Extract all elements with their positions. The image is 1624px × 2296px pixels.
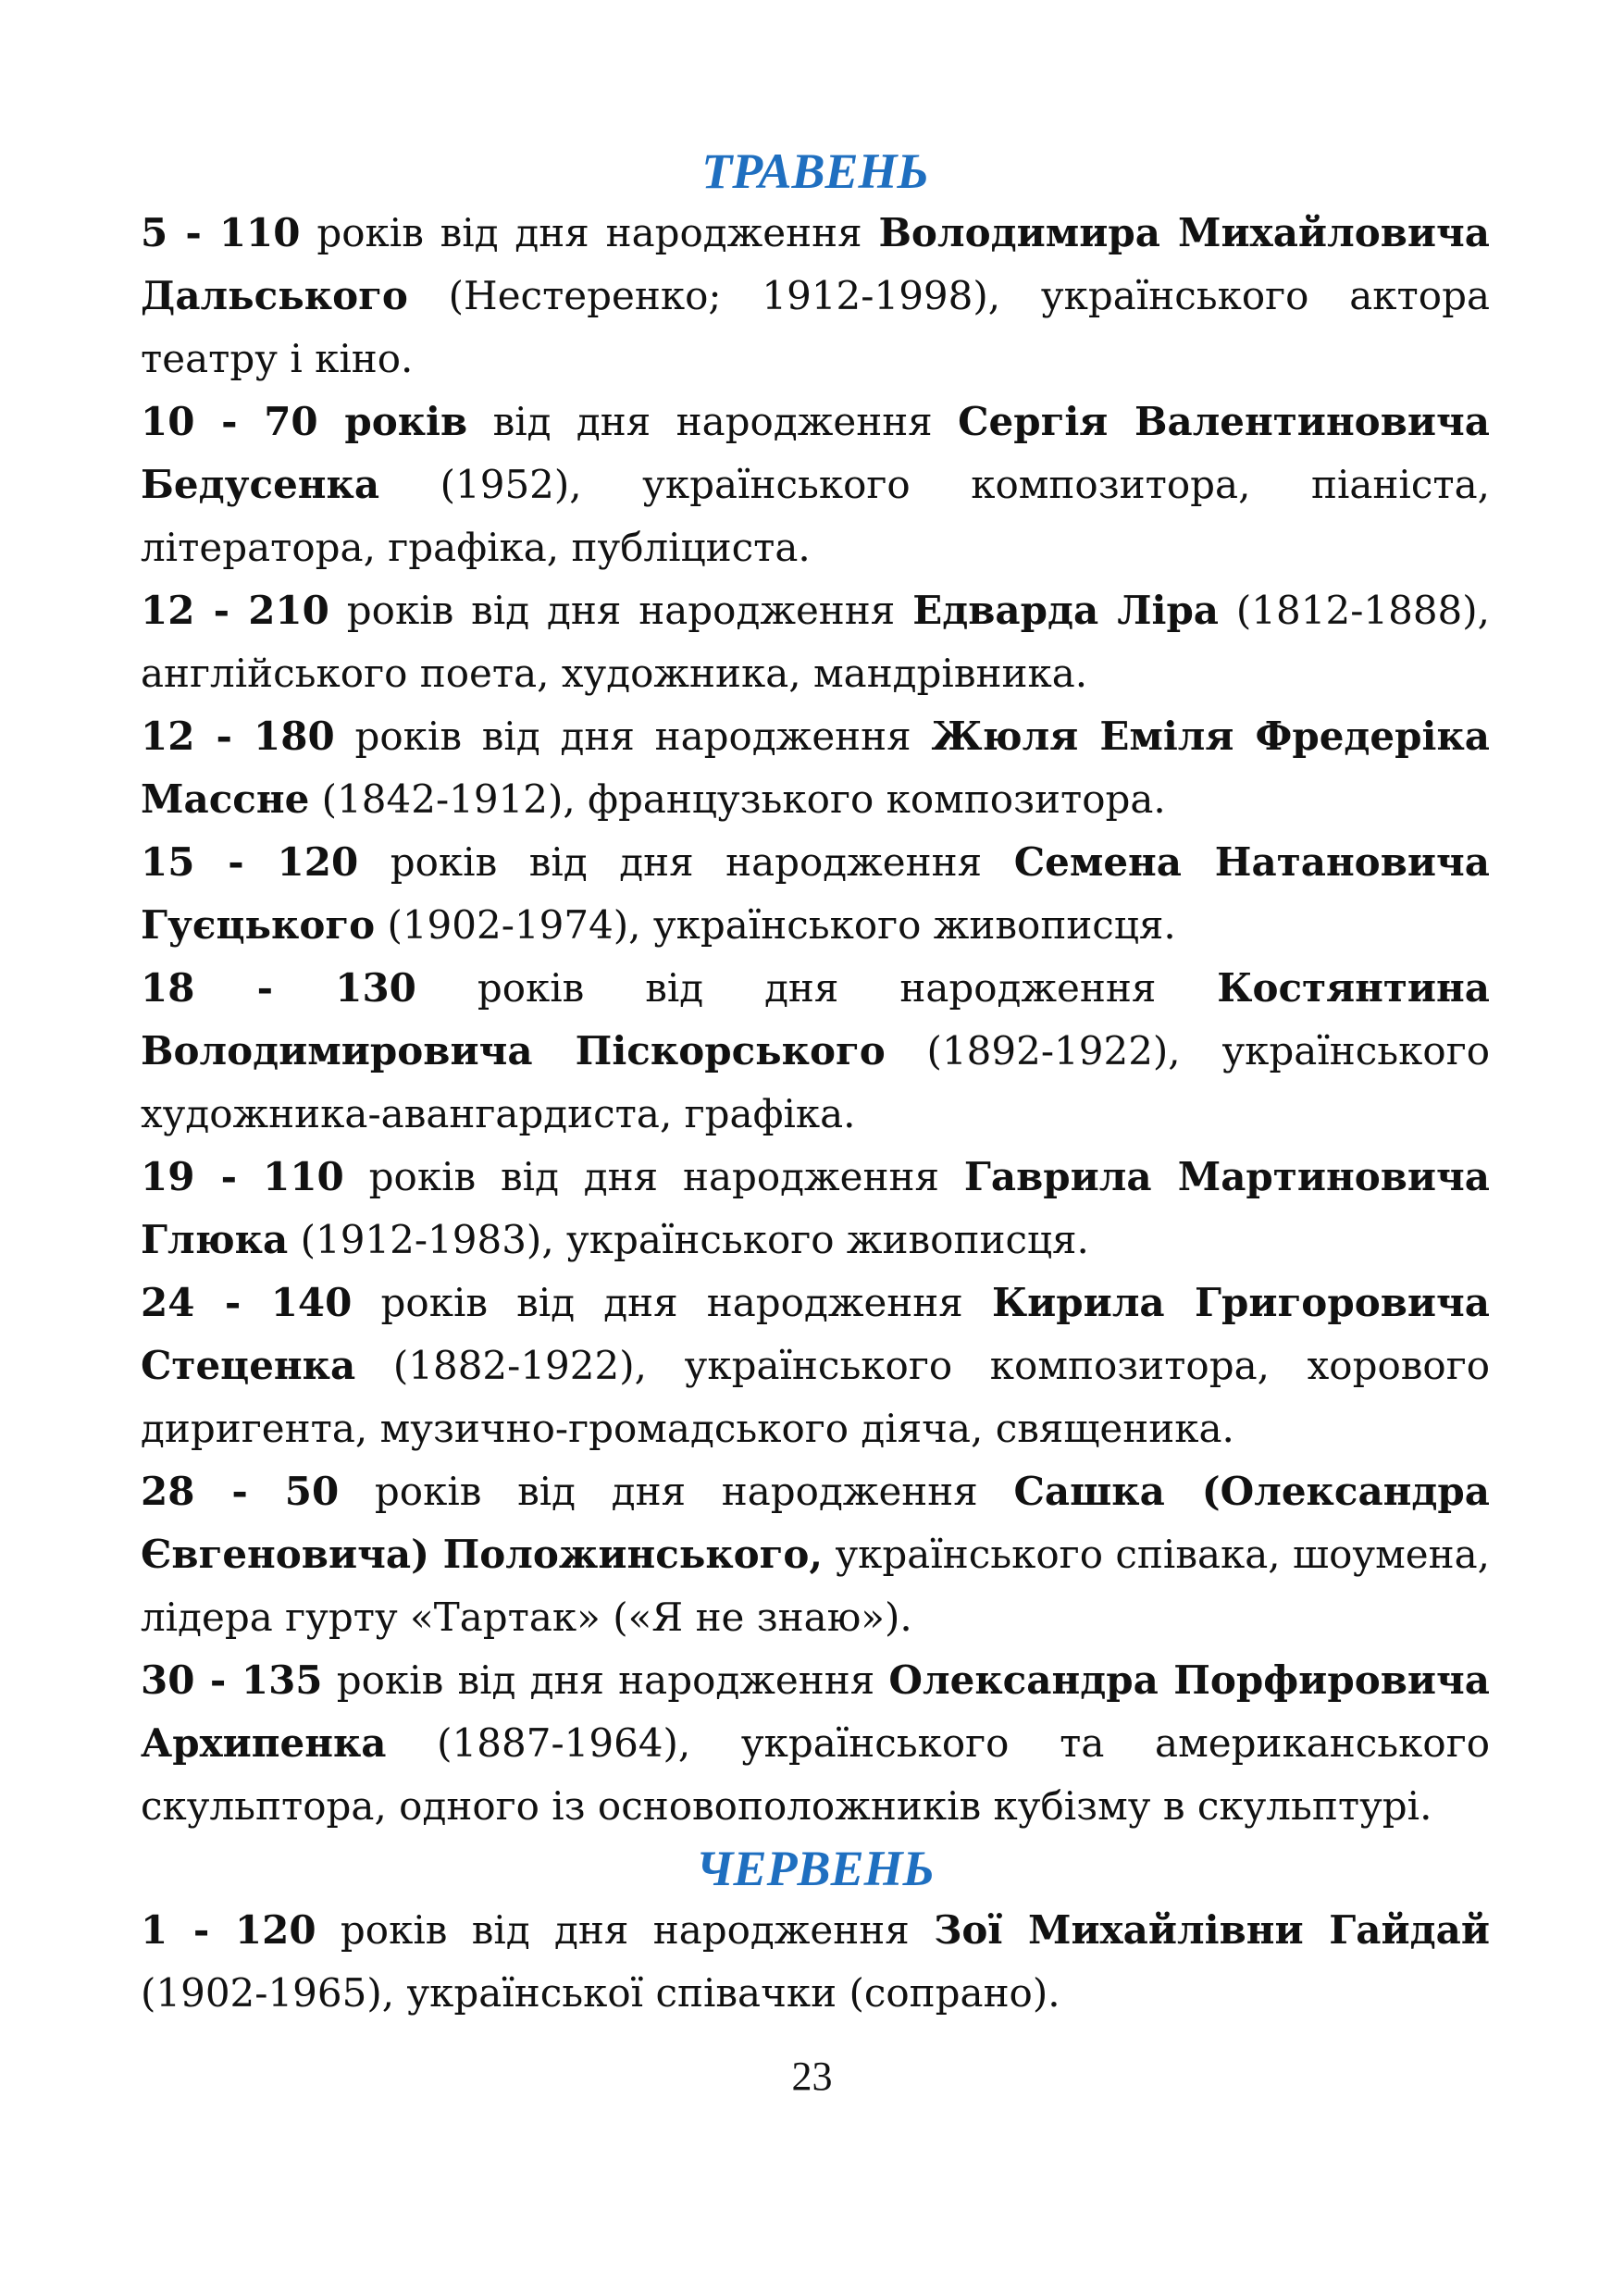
- entry-person-name: Едварда Ліра: [912, 588, 1220, 633]
- entry-description: (1952), українського композитора, піаніста, літератора, графіка, публіциста.: [141, 462, 1490, 570]
- entry-lead: років від дня народження: [352, 1280, 992, 1325]
- entry-description: (1812-1888), англійського поета, художника, мандрівника.: [141, 588, 1491, 696]
- entry-description: (1902-1965), української співачки (сопрано).: [141, 1970, 1060, 2016]
- anniversary-entry: [141, 1899, 1490, 2025]
- anniversary-entry: [141, 1146, 1490, 1272]
- entry-description: (1892-1922), українського художника-авангардиста, графіка.: [141, 1028, 1490, 1136]
- entry-lead: років від дня народження: [334, 714, 932, 759]
- month-heading: ТРАВЕНЬ: [701, 143, 929, 199]
- entry-lead: років від дня народження: [339, 1469, 1014, 1514]
- entry-description: (1882-1922), українського композитора, хорового диригента, музично-громадського діяча, священика.: [141, 1343, 1490, 1451]
- document-page: [141, 141, 1490, 2025]
- entry-date: 10 - 70 років: [141, 399, 468, 444]
- entry-date: 12 - 180: [141, 714, 335, 759]
- entry-description: (1902-1974), українського живописця.: [375, 902, 1176, 948]
- anniversary-entry: [141, 1460, 1490, 1649]
- entry-person-name: Гаврила Мартиновича Глюка: [141, 1154, 1491, 1262]
- entry-person-name: Кирила Григоровича Стеценка: [141, 1280, 1490, 1388]
- entry-description: (1842-1912), французького композитора.: [309, 776, 1166, 822]
- entry-date: 28 - 50: [141, 1469, 340, 1514]
- entry-person-name: Семена Натановича Гуєцького: [141, 839, 1490, 948]
- entry-person-name: Володимира Михайловича Дальського: [141, 210, 1490, 318]
- entry-person-name: Сергія Валентиновича Бедусенка: [141, 399, 1490, 507]
- entry-lead: років від дня народження: [300, 210, 879, 255]
- month-heading: ЧЕРВЕНЬ: [696, 1841, 935, 1896]
- anniversary-entry: [141, 579, 1490, 705]
- entry-lead: років від дня народження: [329, 588, 913, 633]
- entry-description: (1912-1983), українського живописця.: [288, 1217, 1089, 1262]
- anniversary-entry: [141, 1272, 1490, 1460]
- entry-person-name: Жюля Еміля Фредеріка Массне: [141, 714, 1490, 822]
- entry-date: 18 - 130: [141, 965, 416, 1011]
- anniversary-entry: [141, 391, 1490, 579]
- entry-lead: від дня народження: [467, 399, 959, 444]
- entry-date: 30 - 135: [141, 1657, 323, 1703]
- entry-date: 5 - 110: [141, 210, 301, 255]
- anniversary-entry: [141, 831, 1490, 957]
- entry-lead: років від дня народження: [358, 839, 1014, 885]
- entry-description: (Нестеренко; 1912-1998), українського актора театру і кіно.: [141, 273, 1490, 381]
- entry-lead: років від дня народження: [343, 1154, 964, 1199]
- entry-date: 12 - 210: [141, 588, 329, 633]
- entry-description: (1887-1964), українського та американського скульптора, одного із основоположників кубізму в скульптурі.: [141, 1720, 1490, 1829]
- anniversary-entry: [141, 202, 1490, 391]
- entry-person-name: Зої Михайлівни Гайдай: [934, 1907, 1490, 1953]
- entry-lead: років від дня народження: [322, 1657, 889, 1703]
- entry-person-name: Сашка (Олександра Євгеновича) Положинського,: [141, 1469, 1490, 1577]
- entry-person-name: Костянтина Володимировича Піскорського: [141, 965, 1490, 1074]
- entry-date: 15 - 120: [141, 839, 359, 885]
- entry-lead: років від дня народження: [415, 965, 1218, 1011]
- entry-date: 24 - 140: [141, 1280, 353, 1325]
- anniversary-entry: [141, 957, 1490, 1146]
- entry-date: 1 - 120: [141, 1907, 316, 1953]
- anniversary-entry: [141, 1649, 1490, 1838]
- entry-date: 19 - 110: [141, 1154, 344, 1199]
- entry-description: українського співака, шоумена, лідера гурту «Тартак» («Я не знаю»).: [141, 1532, 1490, 1640]
- entry-person-name: Олександра Порфировича Архипенка: [141, 1657, 1491, 1766]
- entry-lead: років від дня народження: [316, 1907, 935, 1953]
- anniversary-entry: [141, 705, 1490, 831]
- page-number: 23: [791, 2054, 833, 2099]
